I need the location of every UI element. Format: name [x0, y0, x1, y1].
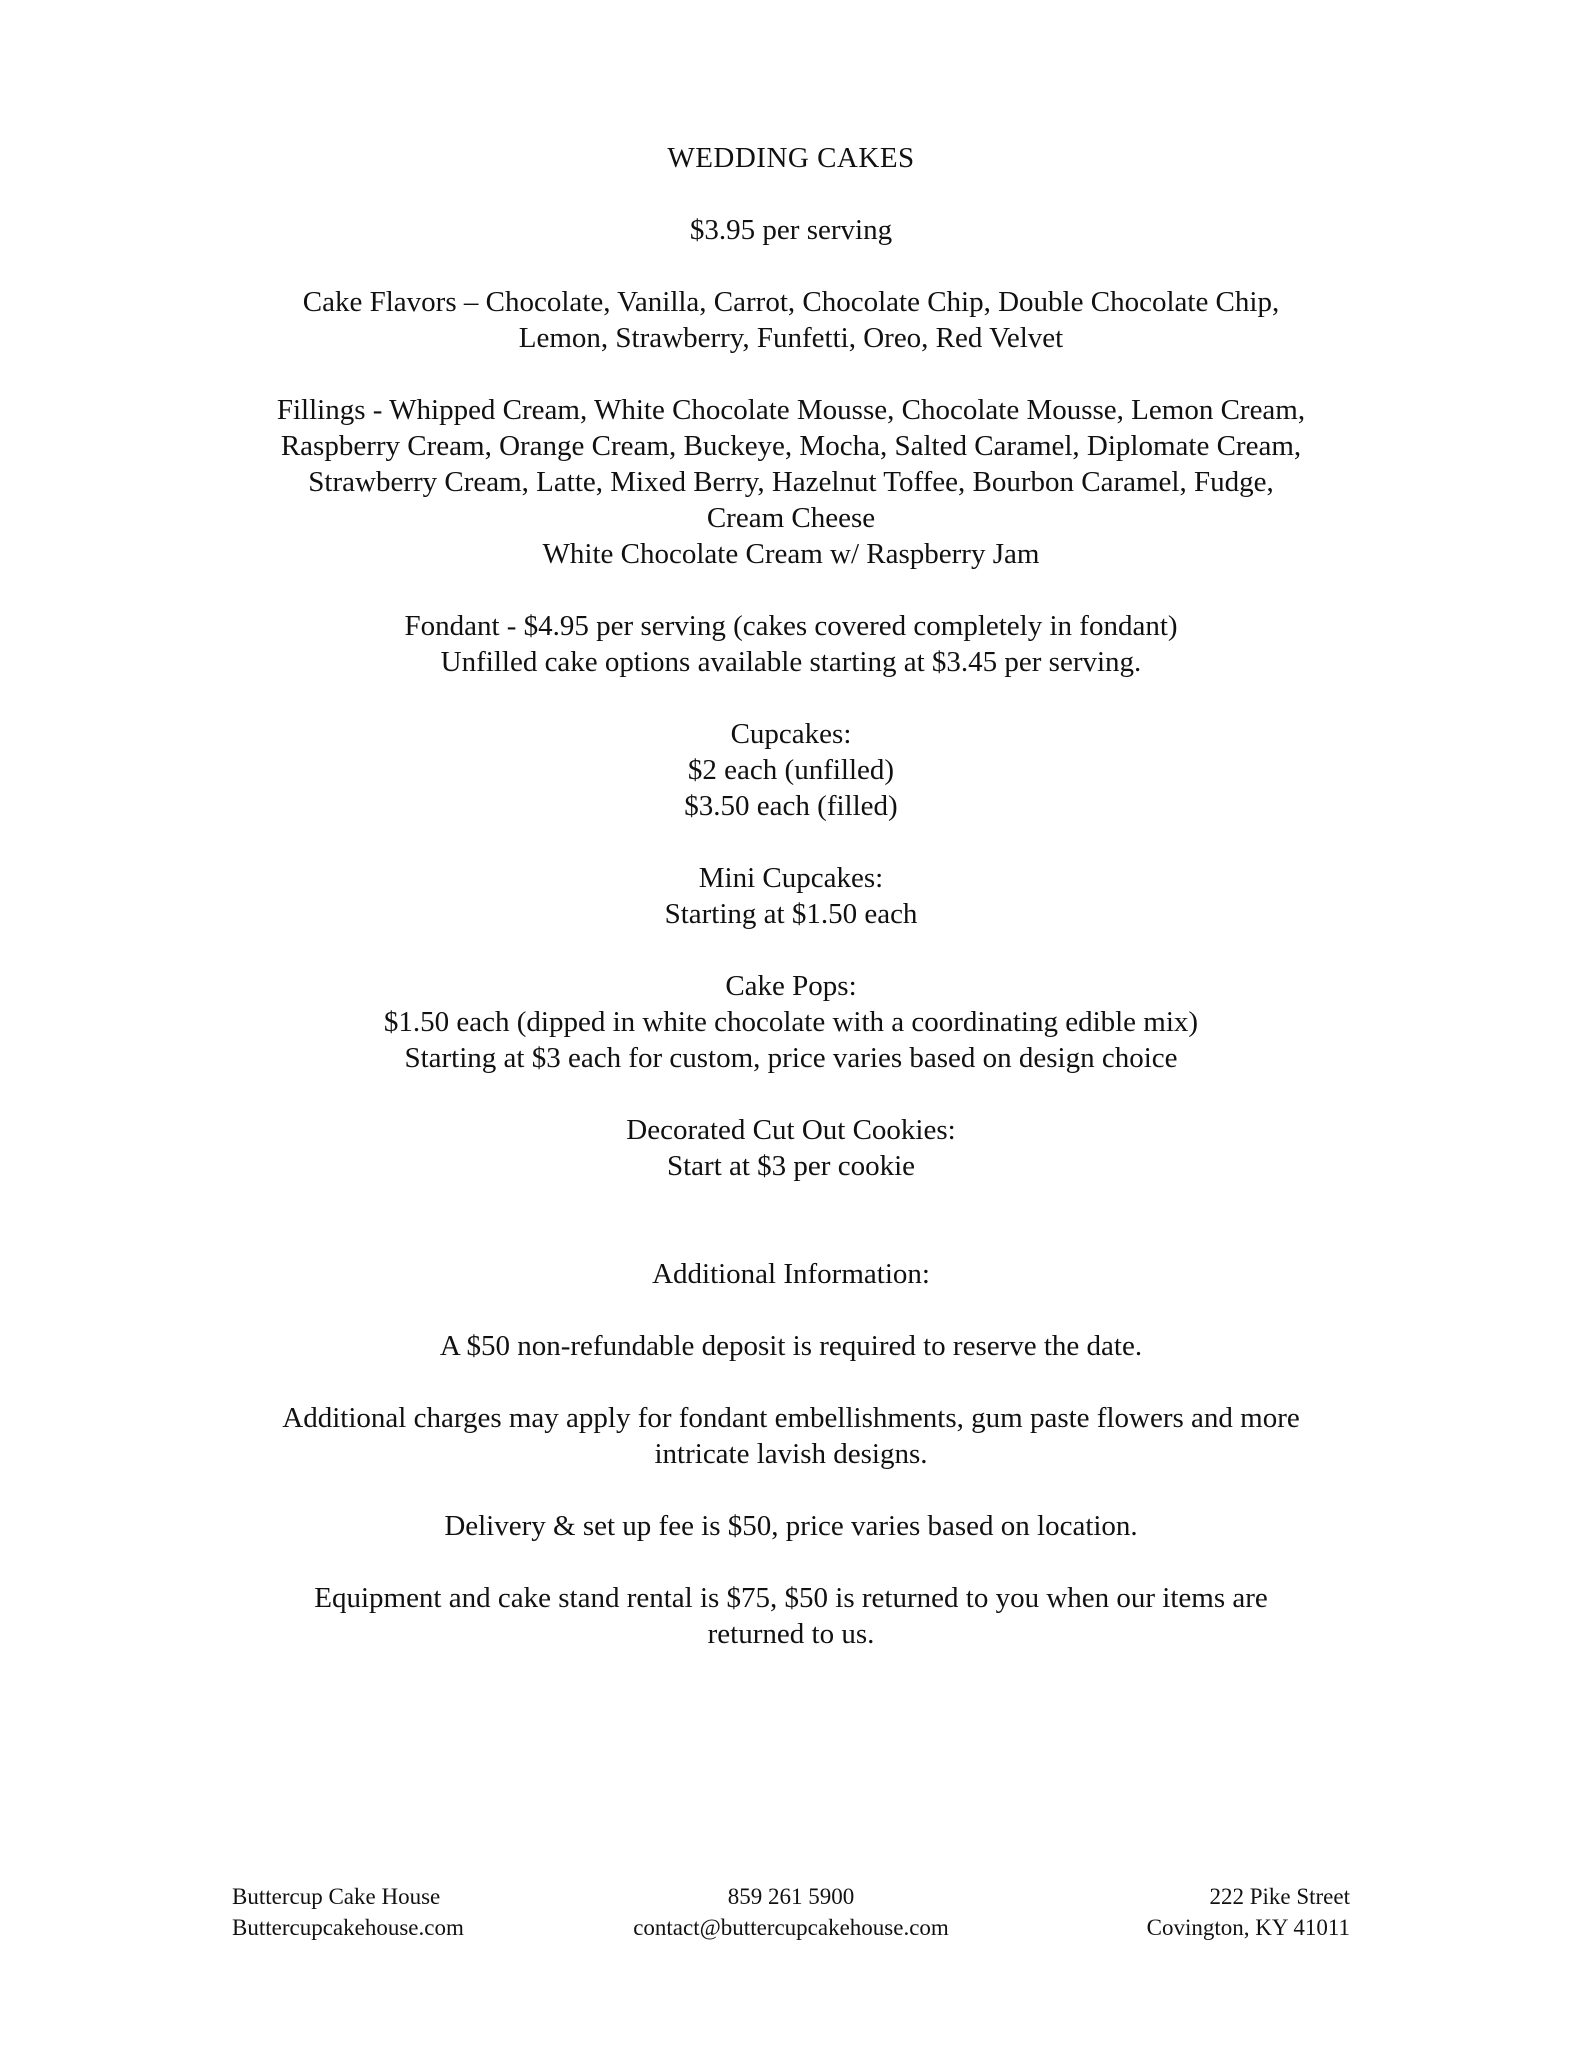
fillings-line: White Chocolate Cream w/ Raspberry Jam: [542, 538, 1040, 570]
fillings-block: [0, 392, 1582, 572]
street-address: 222 Pike Street: [1209, 1884, 1350, 1909]
additional-heading-block: [0, 1256, 1582, 1292]
cake-flavors-line: Cake Flavors – Chocolate, Vanilla, Carrot, Chocolate Chip, Double Chocolate Chip,: [302, 286, 1280, 318]
fondant-block: [0, 608, 1582, 680]
cupcakes-price: $2 each (unfilled): [687, 754, 895, 786]
cake-flavors-line: Lemon, Strawberry, Funfetti, Oreo, Red Velvet: [518, 322, 1064, 354]
cupcakes-heading: Cupcakes:: [730, 718, 852, 750]
serving-price-block: [0, 212, 1582, 248]
equipment-block: [0, 1580, 1582, 1652]
footer-business: [232, 1881, 464, 1943]
cake-pops-block: [0, 968, 1582, 1076]
business-name: Buttercup Cake House: [232, 1884, 441, 1909]
mini-cupcakes-heading: Mini Cupcakes:: [698, 862, 884, 894]
email-address: contact@buttercupcakehouse.com: [633, 1915, 949, 1940]
cookies-price: Start at $3 per cookie: [666, 1150, 916, 1182]
additional-charges-line: Additional charges may apply for fondant embellishments, gum paste flowers and more: [282, 1402, 1300, 1434]
footer-address: [1147, 1881, 1350, 1943]
cake-pops-price: Starting at $3 each for custom, price varies based on design choice: [404, 1042, 1178, 1074]
footer-contact: [633, 1881, 949, 1943]
cupcakes-price: $3.50 each (filled): [684, 790, 898, 822]
website: Buttercupcakehouse.com: [232, 1915, 464, 1940]
page-footer: [232, 1881, 1350, 1961]
fillings-line: Fillings - Whipped Cream, White Chocolate Mousse, Chocolate Mousse, Lemon Cream,: [276, 394, 1306, 426]
city-state-zip: Covington, KY 41011: [1146, 1915, 1350, 1940]
fondant-line: Unfilled cake options available starting at $3.45 per serving.: [440, 646, 1142, 678]
fillings-line: Strawberry Cream, Latte, Mixed Berry, Hazelnut Toffee, Bourbon Caramel, Fudge,: [308, 466, 1274, 498]
title-block: [0, 140, 1582, 176]
additional-info-heading: Additional Information:: [652, 1258, 930, 1290]
additional-charges-block: [0, 1400, 1582, 1472]
page-title: WEDDING CAKES: [667, 142, 915, 174]
delivery-block: [0, 1508, 1582, 1544]
cake-pops-heading: Cake Pops:: [725, 970, 857, 1002]
deposit-text: A $50 non-refundable deposit is required to reserve the date.: [439, 1330, 1143, 1362]
delivery-text: Delivery & set up fee is $50, price varies based on location.: [444, 1510, 1138, 1542]
fillings-line: Raspberry Cream, Orange Cream, Buckeye, Mocha, Salted Caramel, Diplomate Cream,: [280, 430, 1302, 462]
phone-number: 859 261 5900: [727, 1884, 855, 1909]
cake-pops-price: $1.50 each (dipped in white chocolate with a coordinating edible mix): [383, 1006, 1199, 1038]
spacer: [0, 1220, 1582, 1256]
cookies-heading: Decorated Cut Out Cookies:: [626, 1114, 956, 1146]
deposit-block: [0, 1328, 1582, 1364]
equipment-line: returned to us.: [707, 1618, 875, 1650]
additional-charges-line: intricate lavish designs.: [654, 1438, 928, 1470]
mini-cupcakes-block: [0, 860, 1582, 932]
cupcakes-block: [0, 716, 1582, 824]
mini-cupcakes-price: Starting at $1.50 each: [664, 898, 918, 930]
fondant-line: Fondant - $4.95 per serving (cakes covered completely in fondant): [404, 610, 1178, 642]
cake-flavors-block: [0, 284, 1582, 356]
serving-price: $3.95 per serving: [689, 214, 893, 246]
price-list-content: [0, 140, 1582, 1688]
equipment-line: Equipment and cake stand rental is $75, $50 is returned to you when our items are: [314, 1582, 1268, 1614]
fillings-line: Cream Cheese: [706, 502, 876, 534]
cookies-block: [0, 1112, 1582, 1184]
